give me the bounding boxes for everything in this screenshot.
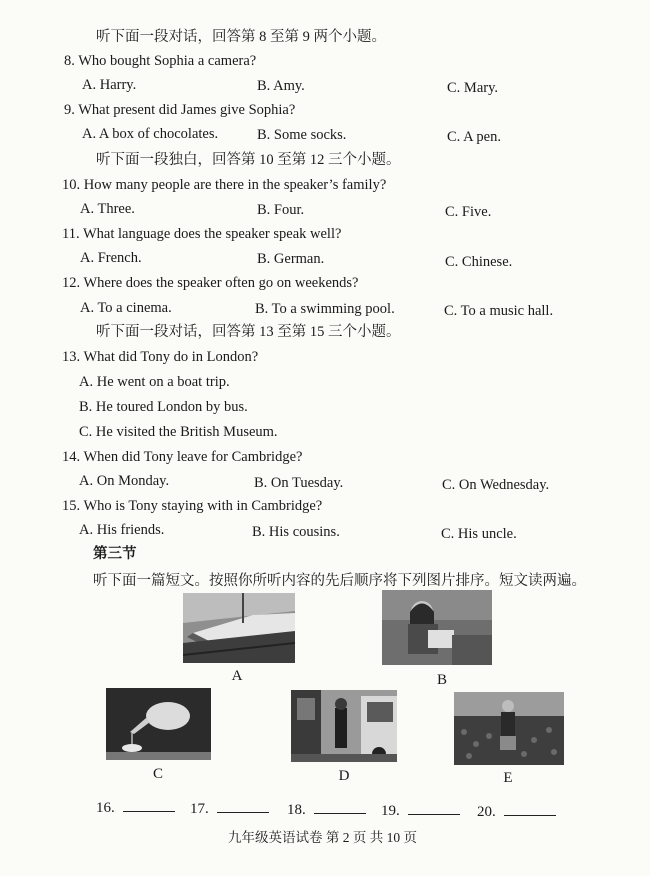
q10-option-c: C. Five. [445,204,492,220]
q12-option-c: C. To a music hall. [444,303,554,319]
q10-option-b: B. Four. [257,202,305,218]
q13-option-c: C. He visited the British Museum. [79,424,278,440]
question-11: 11. What language does the speaker speak well? [62,226,342,242]
answer-blank-16[interactable] [96,797,175,817]
q13-option-b: B. He toured London by bus. [79,399,248,415]
q11-option-c: C. Chinese. [445,254,513,270]
blank-18-line[interactable] [314,799,366,814]
answer-blank-17[interactable] [190,798,269,818]
blank-18-number: 18. [287,802,306,818]
picture-d-bus [291,690,397,762]
blank-17-number: 17. [190,801,209,817]
question-10: 10. How many people are there in the speaker’s family? [62,177,387,193]
blank-16-line[interactable] [123,797,175,812]
instruction-monologue-10-12: 听下面一段独白，回答第 10 至第 12 三个小题。 [96,152,401,168]
q12-option-a: A. To a cinema. [80,300,172,316]
blank-20-number: 20. [477,804,496,820]
picture-d-label: D [338,768,350,784]
q8-option-b: B. Amy. [257,78,305,94]
picture-c-tea [106,688,211,760]
answer-blank-19[interactable] [381,800,460,820]
answer-blank-20[interactable] [477,801,556,821]
page-footer: 九年级英语试卷 第 2 页 共 10 页 [228,830,417,845]
question-8: 8. Who bought Sophia a camera? [64,53,257,69]
q12-option-b: B. To a swimming pool. [255,301,395,317]
blank-19-line[interactable] [408,800,460,815]
q11-option-a: A. French. [80,250,142,266]
picture-b-label: B [436,672,447,688]
q15-option-a: A. His friends. [79,522,165,538]
picture-c-label: C [152,766,163,782]
blank-16-number: 16. [96,800,115,816]
question-13: 13. What did Tony do in London? [62,349,259,365]
q10-option-a: A. Three. [80,201,135,217]
q8-option-c: C. Mary. [447,80,499,96]
blank-17-line[interactable] [217,798,269,813]
q9-option-a: A. A box of chocolates. [82,126,219,142]
question-9: 9. What present did James give Sophia? [64,102,296,118]
section-3-heading: 第三节 [93,546,137,562]
q14-option-b: B. On Tuesday. [254,475,344,491]
picture-a-train [183,593,295,663]
instruction-dialog-13-15: 听下面一段对话，回答第 13 至第 15 三个小题。 [96,324,401,340]
q15-option-b: B. His cousins. [252,524,340,540]
q13-option-a: A. He went on a boat trip. [79,374,230,390]
question-14: 14. When did Tony leave for Cambridge? [62,449,303,465]
picture-b-reading [382,590,492,665]
picture-a-label: A [231,668,243,684]
q8-option-a: A. Harry. [82,77,137,93]
section-3-instruction: 听下面一篇短文。按照你所听内容的先后顺序将下列图片排序。短文读两遍。 [93,573,586,589]
blank-19-number: 19. [381,803,400,819]
instruction-dialog-8-9: 听下面一段对话，回答第 8 至第 9 两个小题。 [96,29,386,45]
answer-blank-18[interactable] [287,799,366,819]
q11-option-b: B. German. [257,251,325,267]
blank-20-line[interactable] [504,801,556,816]
q9-option-b: B. Some socks. [257,127,347,143]
picture-e-field [454,692,564,765]
q14-option-a: A. On Monday. [79,473,170,489]
q15-option-c: C. His uncle. [441,526,517,542]
picture-e-label: E [503,770,513,786]
q14-option-c: C. On Wednesday. [442,477,550,493]
q9-option-c: C. A pen. [447,129,501,145]
question-15: 15. Who is Tony staying with in Cambridge? [62,498,323,514]
question-12: 12. Where does the speaker often go on weekends? [62,275,359,291]
